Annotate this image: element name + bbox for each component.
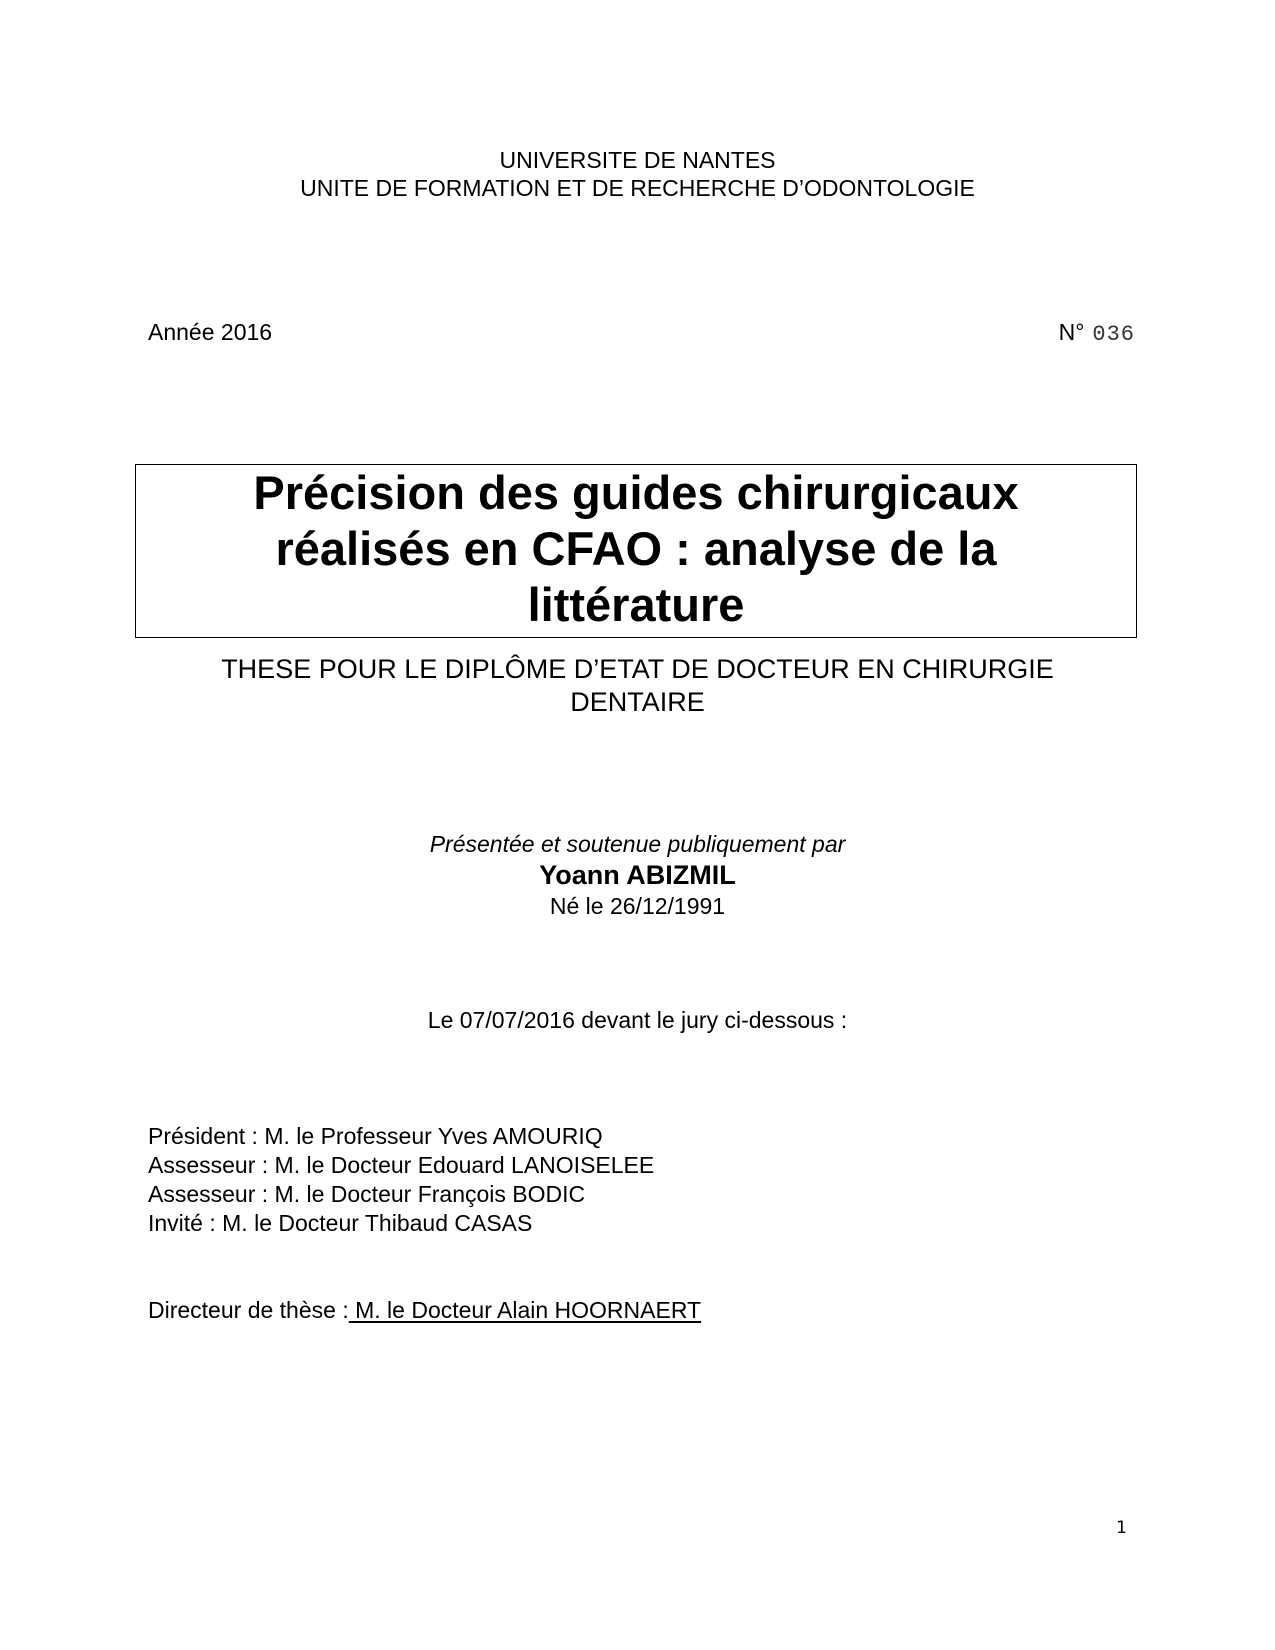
jury-member: Président : M. le Professeur Yves AMOURIQ	[148, 1123, 603, 1149]
degree-subtitle-line: THESE POUR LE DIPLÔME D’ETAT DE DOCTEUR EN CHIRURGIE	[221, 654, 1054, 684]
thesis-number-prefix: N°	[1058, 319, 1085, 345]
author-name: Yoann ABIZMIL	[539, 860, 736, 890]
jury-member: Invité : M. le Docteur Thibaud CASAS	[148, 1210, 533, 1236]
university-header	[0, 146, 1275, 202]
thesis-director	[148, 1296, 701, 1325]
thesis-title-line: réalisés en CFAO : analyse de la	[275, 522, 997, 575]
degree-subtitle-line: DENTAIRE	[570, 687, 705, 717]
author-birthdate: Né le 26/12/1991	[549, 893, 726, 919]
thesis-title-line: littérature	[527, 578, 745, 631]
university-name: UNIVERSITE DE NANTES	[499, 147, 776, 173]
thesis-director-label: Directeur de thèse :	[148, 1297, 349, 1323]
academic-year: Année 2016	[148, 319, 273, 345]
faculty-name: UNITE DE FORMATION ET DE RECHERCHE D’ODONTOLOGIE	[300, 175, 975, 201]
thesis-director-name: M. le Docteur Alain HOORNAERT	[348, 1297, 702, 1323]
thesis-number-value: 036	[1092, 322, 1135, 347]
presentation-intro: Présentée et soutenue publiquement par	[429, 831, 846, 857]
jury-member: Assesseur : M. le Docteur François BODIC	[148, 1181, 586, 1207]
presentation-block	[0, 830, 1275, 921]
page-number: 1	[1116, 1518, 1127, 1538]
jury-list	[148, 1122, 654, 1238]
degree-subtitle	[0, 653, 1275, 719]
jury-member: Assesseur : M. le Docteur Edouard LANOISELEE	[148, 1152, 655, 1178]
thesis-title-box	[135, 464, 1137, 638]
thesis-title-line: Précision des guides chirurgicaux	[253, 466, 1019, 519]
defense-date: Le 07/07/2016 devant le jury ci-dessous :	[427, 1007, 848, 1033]
thesis-title	[206, 465, 1066, 633]
thesis-number	[1059, 318, 1135, 349]
